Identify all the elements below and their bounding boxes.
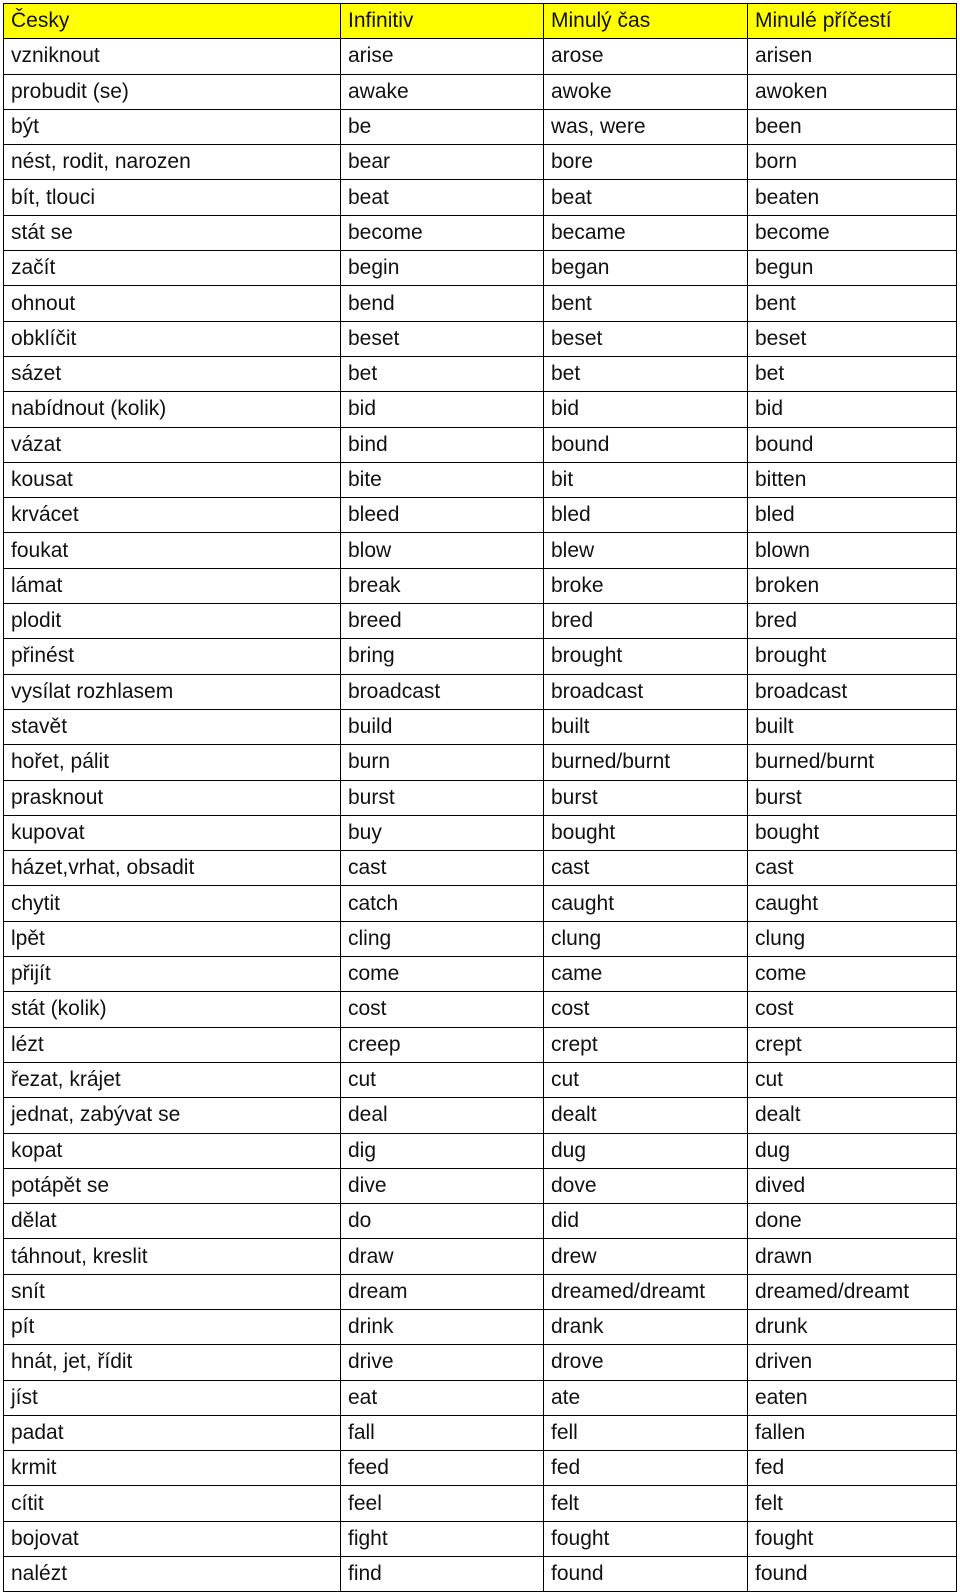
cell-czech: hořet, pálit (4, 745, 341, 780)
cell-past-simple: began (544, 251, 748, 286)
cell-past-participle: caught (748, 886, 957, 921)
cell-czech: být (4, 109, 341, 144)
cell-czech: řezat, krájet (4, 1062, 341, 1097)
table-row (4, 427, 957, 462)
cell-past-participle: come (748, 957, 957, 992)
cell-czech: přijít (4, 957, 341, 992)
cell-past-simple: clung (544, 921, 748, 956)
table-row (4, 286, 957, 321)
cell-past-participle: driven (748, 1345, 957, 1380)
cell-past-simple: built (544, 709, 748, 744)
cell-infinitive: break (341, 568, 544, 603)
cell-czech: foukat (4, 533, 341, 568)
cell-past-participle: awoken (748, 74, 957, 109)
cell-past-simple: dug (544, 1133, 748, 1168)
cell-infinitive: broadcast (341, 674, 544, 709)
table-row (4, 180, 957, 215)
table-header-row (4, 4, 957, 39)
table-row (4, 109, 957, 144)
cell-infinitive: draw (341, 1239, 544, 1274)
cell-czech: nabídnout (kolik) (4, 392, 341, 427)
cell-past-participle: born (748, 145, 957, 180)
cell-infinitive: bet (341, 356, 544, 391)
cell-past-simple: fed (544, 1451, 748, 1486)
cell-past-participle: eaten (748, 1380, 957, 1415)
cell-infinitive: bleed (341, 498, 544, 533)
table-row (4, 568, 957, 603)
cell-infinitive: beset (341, 321, 544, 356)
cell-past-simple: burst (544, 780, 748, 815)
table-row (4, 1486, 957, 1521)
cell-czech: chytit (4, 886, 341, 921)
cell-past-simple: beat (544, 180, 748, 215)
cell-czech: kopat (4, 1133, 341, 1168)
cell-past-participle: bred (748, 604, 957, 639)
cell-past-simple: awoke (544, 74, 748, 109)
cell-czech: cítit (4, 1486, 341, 1521)
cell-infinitive: begin (341, 251, 544, 286)
cell-czech: probudit (se) (4, 74, 341, 109)
cell-past-simple: bid (544, 392, 748, 427)
cell-past-participle: cut (748, 1062, 957, 1097)
cell-past-participle: dug (748, 1133, 957, 1168)
table-row (4, 145, 957, 180)
cell-infinitive: come (341, 957, 544, 992)
cell-infinitive: dive (341, 1168, 544, 1203)
table-row (4, 1451, 957, 1486)
cell-past-participle: dealt (748, 1098, 957, 1133)
cell-infinitive: cast (341, 851, 544, 886)
cell-infinitive: cling (341, 921, 544, 956)
table-row (4, 851, 957, 886)
table-row (4, 39, 957, 74)
cell-infinitive: dig (341, 1133, 544, 1168)
header-past-participle: Minulé příčestí (748, 4, 957, 39)
cell-past-participle: broken (748, 568, 957, 603)
table-row (4, 498, 957, 533)
cell-czech: snít (4, 1274, 341, 1309)
table-row (4, 356, 957, 391)
cell-past-participle: beaten (748, 180, 957, 215)
cell-infinitive: cut (341, 1062, 544, 1097)
cell-past-participle: beset (748, 321, 957, 356)
cell-czech: vzniknout (4, 39, 341, 74)
cell-past-simple: drove (544, 1345, 748, 1380)
cell-past-participle: bled (748, 498, 957, 533)
table-row (4, 533, 957, 568)
cell-past-simple: dealt (544, 1098, 748, 1133)
table-row (4, 1309, 957, 1344)
table-row (4, 1168, 957, 1203)
cell-past-simple: burned/burnt (544, 745, 748, 780)
cell-past-simple: crept (544, 1027, 748, 1062)
cell-past-participle: felt (748, 1486, 957, 1521)
table-body (4, 39, 957, 1592)
cell-infinitive: arise (341, 39, 544, 74)
cell-past-simple: cut (544, 1062, 748, 1097)
cell-infinitive: bend (341, 286, 544, 321)
cell-czech: potápět se (4, 1168, 341, 1203)
cell-czech: házet,vrhat, obsadit (4, 851, 341, 886)
cell-past-simple: bet (544, 356, 748, 391)
cell-past-participle: burst (748, 780, 957, 815)
table-row (4, 1027, 957, 1062)
cell-past-participle: cost (748, 992, 957, 1027)
table-row (4, 1521, 957, 1556)
cell-czech: hnát, jet, řídit (4, 1345, 341, 1380)
cell-infinitive: be (341, 109, 544, 144)
cell-czech: nalézt (4, 1557, 341, 1592)
cell-past-simple: fell (544, 1415, 748, 1450)
cell-czech: lpět (4, 921, 341, 956)
table-row (4, 1062, 957, 1097)
cell-past-participle: arisen (748, 39, 957, 74)
table-row (4, 1274, 957, 1309)
cell-past-participle: become (748, 215, 957, 250)
cell-past-simple: fought (544, 1521, 748, 1556)
cell-czech: lézt (4, 1027, 341, 1062)
cell-past-simple: brought (544, 639, 748, 674)
cell-past-participle: found (748, 1557, 957, 1592)
cell-past-participle: bent (748, 286, 957, 321)
table-row (4, 321, 957, 356)
cell-infinitive: blow (341, 533, 544, 568)
cell-infinitive: bind (341, 427, 544, 462)
header-past-simple: Minulý čas (544, 4, 748, 39)
cell-past-simple: did (544, 1204, 748, 1239)
cell-past-participle: bought (748, 815, 957, 850)
cell-infinitive: fall (341, 1415, 544, 1450)
cell-infinitive: bite (341, 462, 544, 497)
cell-czech: krmit (4, 1451, 341, 1486)
cell-infinitive: deal (341, 1098, 544, 1133)
table-row (4, 1380, 957, 1415)
cell-past-simple: bought (544, 815, 748, 850)
table-row (4, 709, 957, 744)
cell-infinitive: build (341, 709, 544, 744)
cell-czech: kousat (4, 462, 341, 497)
header-czech: Česky (4, 4, 341, 39)
cell-czech: pít (4, 1309, 341, 1344)
cell-czech: jednat, zabývat se (4, 1098, 341, 1133)
table-row (4, 921, 957, 956)
cell-infinitive: beat (341, 180, 544, 215)
cell-past-participle: drawn (748, 1239, 957, 1274)
table-row (4, 1557, 957, 1592)
table-row (4, 1415, 957, 1450)
cell-czech: plodit (4, 604, 341, 639)
cell-past-simple: bore (544, 145, 748, 180)
cell-past-participle: bid (748, 392, 957, 427)
cell-infinitive: dream (341, 1274, 544, 1309)
cell-infinitive: fight (341, 1521, 544, 1556)
cell-infinitive: find (341, 1557, 544, 1592)
cell-infinitive: do (341, 1204, 544, 1239)
cell-past-simple: bit (544, 462, 748, 497)
cell-past-participle: built (748, 709, 957, 744)
table-row (4, 1098, 957, 1133)
cell-past-simple: broadcast (544, 674, 748, 709)
cell-past-participle: been (748, 109, 957, 144)
cell-past-simple: beset (544, 321, 748, 356)
cell-past-simple: bent (544, 286, 748, 321)
cell-past-participle: fallen (748, 1415, 957, 1450)
cell-czech: padat (4, 1415, 341, 1450)
table-row (4, 462, 957, 497)
cell-past-simple: bled (544, 498, 748, 533)
cell-past-simple: ate (544, 1380, 748, 1415)
cell-infinitive: become (341, 215, 544, 250)
cell-czech: obklíčit (4, 321, 341, 356)
cell-past-participle: clung (748, 921, 957, 956)
cell-czech: bojovat (4, 1521, 341, 1556)
cell-czech: stát (kolik) (4, 992, 341, 1027)
cell-infinitive: feel (341, 1486, 544, 1521)
cell-past-simple: was, were (544, 109, 748, 144)
cell-infinitive: burn (341, 745, 544, 780)
irregular-verbs-table (3, 3, 957, 1592)
cell-past-participle: broadcast (748, 674, 957, 709)
table-row (4, 1204, 957, 1239)
cell-czech: lámat (4, 568, 341, 603)
table-row (4, 74, 957, 109)
cell-past-participle: bet (748, 356, 957, 391)
cell-past-simple: dove (544, 1168, 748, 1203)
table-row (4, 639, 957, 674)
table-row (4, 815, 957, 850)
cell-past-simple: cost (544, 992, 748, 1027)
cell-past-participle: bitten (748, 462, 957, 497)
cell-infinitive: bring (341, 639, 544, 674)
cell-czech: ohnout (4, 286, 341, 321)
cell-infinitive: breed (341, 604, 544, 639)
table-row (4, 674, 957, 709)
table-row (4, 1133, 957, 1168)
cell-past-participle: fed (748, 1451, 957, 1486)
cell-czech: sázet (4, 356, 341, 391)
cell-czech: krvácet (4, 498, 341, 533)
cell-czech: nést, rodit, narozen (4, 145, 341, 180)
cell-infinitive: eat (341, 1380, 544, 1415)
cell-czech: stavět (4, 709, 341, 744)
cell-past-simple: drew (544, 1239, 748, 1274)
cell-past-participle: done (748, 1204, 957, 1239)
cell-czech: prasknout (4, 780, 341, 815)
cell-past-simple: caught (544, 886, 748, 921)
cell-past-simple: felt (544, 1486, 748, 1521)
cell-czech: vysílat rozhlasem (4, 674, 341, 709)
cell-past-simple: bred (544, 604, 748, 639)
cell-past-simple: broke (544, 568, 748, 603)
cell-infinitive: buy (341, 815, 544, 850)
cell-czech: stát se (4, 215, 341, 250)
cell-past-simple: bound (544, 427, 748, 462)
cell-past-participle: crept (748, 1027, 957, 1062)
cell-past-simple: arose (544, 39, 748, 74)
cell-czech: bít, tlouci (4, 180, 341, 215)
cell-czech: jíst (4, 1380, 341, 1415)
cell-past-participle: bound (748, 427, 957, 462)
cell-past-participle: fought (748, 1521, 957, 1556)
cell-past-simple: drank (544, 1309, 748, 1344)
cell-past-simple: dreamed/dreamt (544, 1274, 748, 1309)
table-row (4, 1239, 957, 1274)
cell-infinitive: drink (341, 1309, 544, 1344)
table-row (4, 957, 957, 992)
cell-infinitive: awake (341, 74, 544, 109)
cell-past-participle: blown (748, 533, 957, 568)
cell-infinitive: drive (341, 1345, 544, 1380)
table-row (4, 215, 957, 250)
table-row (4, 745, 957, 780)
cell-past-participle: dreamed/dreamt (748, 1274, 957, 1309)
cell-czech: vázat (4, 427, 341, 462)
table-row (4, 251, 957, 286)
cell-past-participle: burned/burnt (748, 745, 957, 780)
table-row (4, 886, 957, 921)
table-row (4, 992, 957, 1027)
cell-past-simple: cast (544, 851, 748, 886)
header-infinitive: Infinitiv (341, 4, 544, 39)
cell-past-participle: begun (748, 251, 957, 286)
cell-infinitive: feed (341, 1451, 544, 1486)
cell-past-simple: came (544, 957, 748, 992)
cell-past-participle: drunk (748, 1309, 957, 1344)
table-row (4, 780, 957, 815)
cell-czech: začít (4, 251, 341, 286)
cell-czech: dělat (4, 1204, 341, 1239)
table-row (4, 1345, 957, 1380)
cell-czech: kupovat (4, 815, 341, 850)
cell-infinitive: burst (341, 780, 544, 815)
cell-czech: přinést (4, 639, 341, 674)
cell-infinitive: bear (341, 145, 544, 180)
cell-past-participle: dived (748, 1168, 957, 1203)
cell-past-simple: found (544, 1557, 748, 1592)
cell-past-participle: cast (748, 851, 957, 886)
cell-past-simple: became (544, 215, 748, 250)
cell-infinitive: creep (341, 1027, 544, 1062)
cell-infinitive: cost (341, 992, 544, 1027)
cell-past-participle: brought (748, 639, 957, 674)
cell-czech: táhnout, kreslit (4, 1239, 341, 1274)
cell-past-simple: blew (544, 533, 748, 568)
table-row (4, 604, 957, 639)
cell-infinitive: bid (341, 392, 544, 427)
cell-infinitive: catch (341, 886, 544, 921)
table-row (4, 392, 957, 427)
